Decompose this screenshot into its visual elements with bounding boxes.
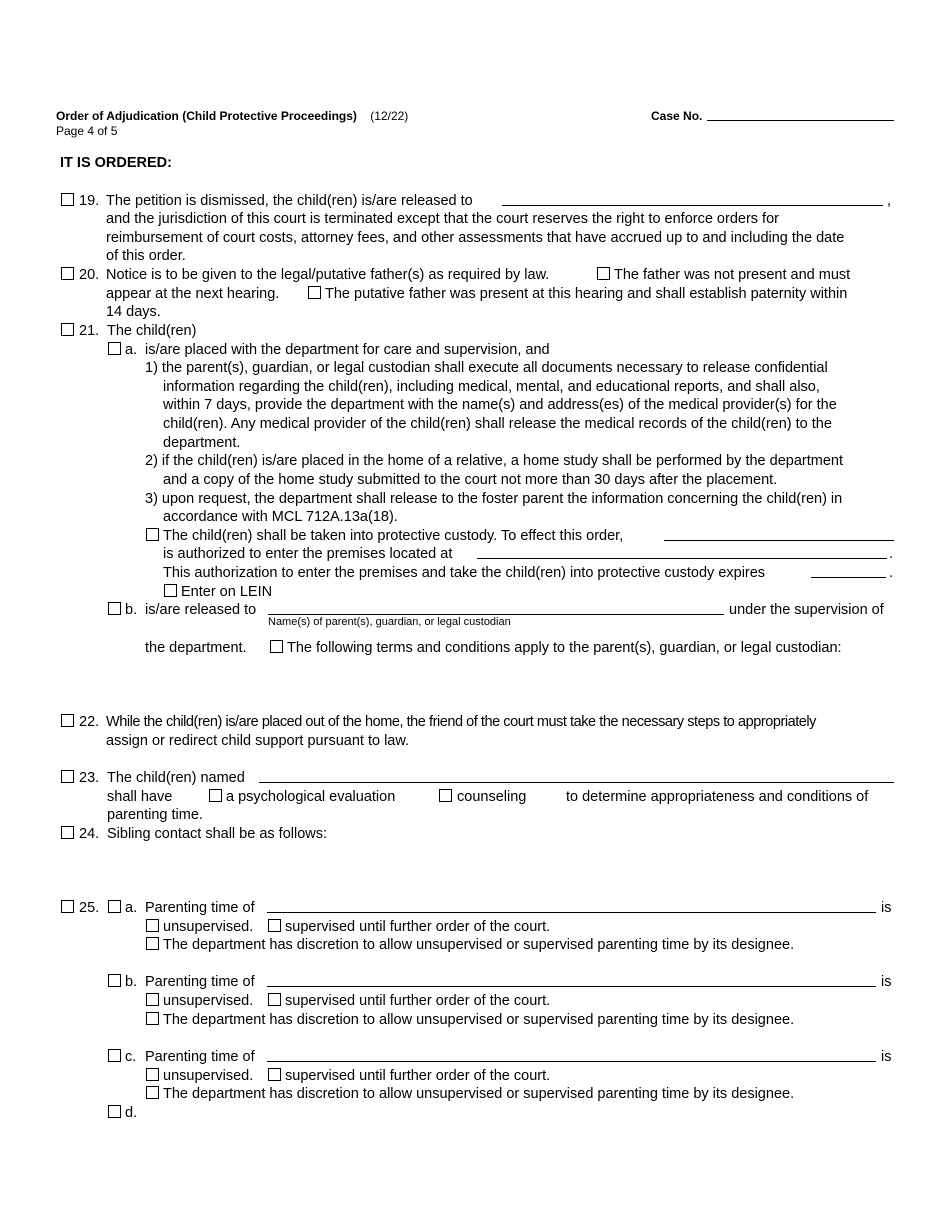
item23-counseling-checkbox[interactable] [439,789,452,802]
item25b-unsupervised-checkbox[interactable] [146,993,159,1006]
item21a-expires-field[interactable] [811,577,886,578]
item21a-sub1-line3: within 7 days, provide the department with the name(s) and address(es) of the medical provider(s) for the [163,397,837,413]
item21b-checkbox[interactable] [108,602,121,615]
item21a-custody-text: The child(ren) shall be taken into protective custody. To effect this order, [163,528,624,544]
item23-psych-eval-checkbox[interactable] [209,789,222,802]
item19-line1: The petition is dismissed, the child(ren) is/are released to [106,193,473,209]
item21-line1: The child(ren) [107,323,197,339]
item21a-sub2-line1: 2) if the child(ren) is/are placed in the home of a relative, a home study shall be performed by the department [145,453,843,469]
item21b-supervision-text: under the supervision of [729,602,884,618]
item25b-discretion-checkbox[interactable] [146,1012,159,1025]
item19-line3: reimbursement of court costs, attorney fees, and other assessments that have accrued up to and including the date [106,230,845,246]
item25a-unsupervised-label: unsupervised. [163,919,254,935]
item23-shall-have: shall have [107,789,173,805]
item20-checkbox[interactable] [61,267,74,280]
item21a-sub1-line4: child(ren). Any medical provider of the child(ren) shall release the medical records of the child(ren) to the [163,416,832,432]
item25-number: 25. [79,900,100,916]
item25c-discretion-label: The department has discretion to allow unsupervised or supervised parenting time by its designee. [163,1086,795,1102]
item25a-supervised-label: supervised until further order of the court. [285,919,551,935]
item25c-parenting-text: Parenting time of [145,1049,255,1065]
item25b-checkbox[interactable] [108,974,121,987]
item25b-discretion-label: The department has discretion to allow unsupervised or supervised parenting time by its designee. [163,1012,795,1028]
item20-putative-father-label: The putative father was present at this hearing and shall establish paternity within [325,286,848,302]
item24-line1: Sibling contact shall be as follows: [107,826,328,842]
page-indicator: Page 4 of 5 [56,124,118,138]
item21a-custody-checkbox[interactable] [146,528,159,541]
item25b-label: b. [125,974,138,990]
item25a-label: a. [125,900,138,916]
item21a-sub1-line2: information regarding the child(ren), including medical, mental, and educational reports, and shall also, [163,379,820,395]
item21b-released-to-field[interactable] [268,614,724,615]
item21a-label: a. [125,342,138,358]
item25c-supervised-checkbox[interactable] [268,1068,281,1081]
case-no-label: Case No. [651,109,703,123]
item25d-label: d. [125,1105,138,1121]
item21a-premises-text: is authorized to enter the premises located at [163,546,453,562]
item25b-parenting-field[interactable] [267,986,876,987]
item22-number: 22. [79,714,100,730]
item22-line2: assign or redirect child support pursuant to law. [106,733,410,749]
item21-number: 21. [79,323,100,339]
form-title: Order of Adjudication (Child Protective Proceedings) [56,109,357,123]
item20-putative-father-checkbox[interactable] [308,286,321,299]
item25c-parenting-field[interactable] [267,1061,876,1062]
item20-line1: Notice is to be given to the legal/putative father(s) as required by law. [106,267,550,283]
item21a-expires-period: . [889,565,894,581]
item21a-sub3-line2: accordance with MCL 712A.13a(18). [163,509,398,525]
item20-father-absent-checkbox[interactable] [597,267,610,280]
item25c-checkbox[interactable] [108,1049,121,1062]
item21b-terms-text: The following terms and conditions apply to the parent(s), guardian, or legal custodian: [287,640,842,656]
item21-checkbox[interactable] [61,323,74,336]
item21a-lein-label: Enter on LEIN [181,584,273,600]
item23-line3: parenting time. [107,807,203,823]
item25a-checkbox[interactable] [108,900,121,913]
item21a-checkbox[interactable] [108,342,121,355]
item25c-label: c. [125,1049,137,1065]
item23-number: 23. [79,770,100,786]
item21a-sub1-line5: department. [163,435,241,451]
item25c-is: is [881,1049,892,1065]
item25c-unsupervised-checkbox[interactable] [146,1068,159,1081]
item23-psych-eval-label: a psychological evaluation [226,789,396,805]
item25b-parenting-text: Parenting time of [145,974,255,990]
ordered-heading: IT IS ORDERED: [60,155,172,171]
item25c-supervised-label: supervised until further order of the court. [285,1068,551,1084]
item21a-authorized-person-field[interactable] [664,540,894,541]
item24-number: 24. [79,826,100,842]
item19-number: 19. [79,193,100,209]
item20-line3: 14 days. [106,304,161,320]
item21a-sub3-line1: 3) upon request, the department shall release to the foster parent the information concerning the child(ren) in [145,491,843,507]
item21a-sub1-line1: 1) the parent(s), guardian, or legal custodian shall execute all documents necessary to release confidential [145,360,828,376]
item25a-is: is [881,900,892,916]
item23-determine-text: to determine appropriateness and conditions of [566,789,869,805]
item19-line4: of this order. [106,248,186,264]
item22-checkbox[interactable] [61,714,74,727]
item22-line1: While the child(ren) is/are placed out of the home, the friend of the court must take the necessary steps to appropriately [106,714,816,730]
item25a-discretion-label: The department has discretion to allow unsupervised or supervised parenting time by its designee. [163,937,795,953]
item19-comma: , [887,193,892,209]
item25b-is: is [881,974,892,990]
item21a-sub2-line2: and a copy of the home study submitted to the court not more than 30 days after the placement. [163,472,778,488]
item23-line1: The child(ren) named [107,770,245,786]
item21b-field-caption: Name(s) of parent(s), guardian, or legal custodian [268,616,511,628]
item25b-supervised-checkbox[interactable] [268,993,281,1006]
item21a-text: is/are placed with the department for care and supervision, and [145,342,550,358]
item25c-discretion-checkbox[interactable] [146,1086,159,1099]
item25b-supervised-label: supervised until further order of the court. [285,993,551,1009]
item25a-parenting-text: Parenting time of [145,900,255,916]
form-title-row [56,109,408,124]
item21a-premises-field[interactable] [477,558,887,559]
item21a-premises-period: . [889,546,894,562]
item25b-unsupervised-label: unsupervised. [163,993,254,1009]
item20-line2: appear at the next hearing. [106,286,280,302]
item19-checkbox[interactable] [61,193,74,206]
item19-released-to-field[interactable] [502,205,883,206]
item23-checkbox[interactable] [61,770,74,783]
item25a-parenting-field[interactable] [267,912,876,913]
form-version: (12/22) [370,109,409,123]
item20-father-absent-label: The father was not present and must [614,267,851,283]
item21a-lein-checkbox[interactable] [164,584,177,597]
item25a-supervised-checkbox[interactable] [268,919,281,932]
item23-counseling-label: counseling [457,789,527,805]
item21b-text: is/are released to [145,602,257,618]
item21a-expires-text: This authorization to enter the premises and take the child(ren) into protective custody expires [163,565,766,581]
item25a-discretion-checkbox[interactable] [146,937,159,950]
item19-line2: and the jurisdiction of this court is terminated except that the court reserves the right to enforce orders for [106,211,779,227]
item20-number: 20. [79,267,100,283]
case-no-field[interactable] [707,120,894,121]
item24-checkbox[interactable] [61,826,74,839]
item25c-unsupervised-label: unsupervised. [163,1068,254,1084]
item21b-label: b. [125,602,138,618]
item25d-checkbox[interactable] [108,1105,121,1118]
item25-checkbox[interactable] [61,900,74,913]
item25a-unsupervised-checkbox[interactable] [146,919,159,932]
item21b-department-text: the department. [145,640,247,656]
item23-children-named-field[interactable] [259,782,894,783]
item21b-terms-checkbox[interactable] [270,640,283,653]
